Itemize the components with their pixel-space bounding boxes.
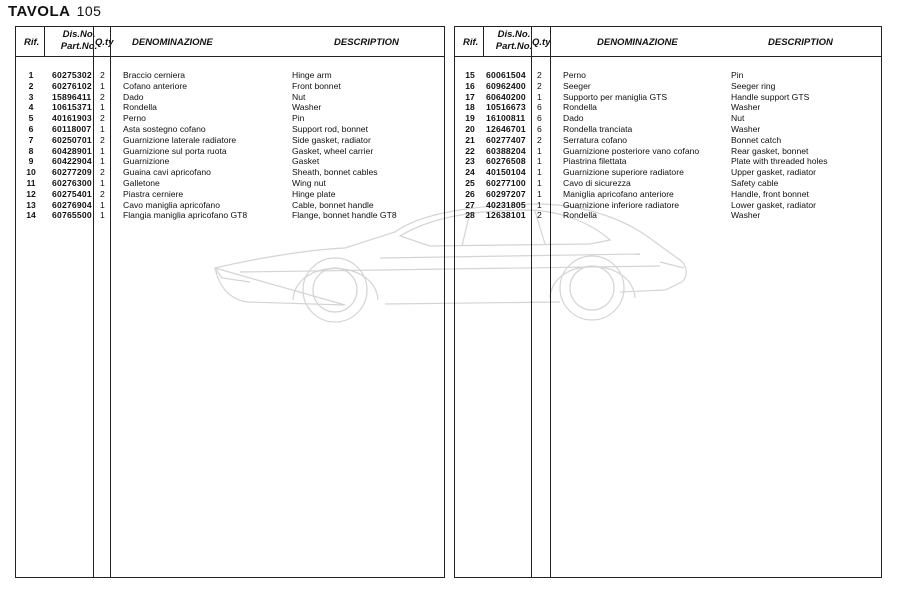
- row-qty: 2: [537, 70, 542, 80]
- header-denominazione: DENOMINAZIONE: [132, 37, 213, 48]
- table-row: [455, 113, 881, 124]
- row-qty: 1: [537, 145, 542, 156]
- rows-left: [16, 70, 444, 221]
- row-description: Pin: [731, 70, 744, 80]
- table-row: [16, 200, 444, 211]
- table-row: [16, 178, 444, 189]
- row-qty: 1: [100, 199, 105, 210]
- row-description: Lower gasket, radiator: [731, 199, 817, 210]
- table-row: [16, 124, 444, 135]
- row-qty: 1: [100, 145, 105, 156]
- table-row: [16, 167, 444, 178]
- row-part-number: 16100811: [486, 113, 526, 124]
- header-part-no: Part.No.: [495, 41, 533, 52]
- row-denominazione: Guarnizione laterale radiatore: [123, 134, 237, 145]
- row-qty: 1: [537, 199, 542, 210]
- row-denominazione: Serratura cofano: [563, 134, 628, 145]
- row-description: Rear gasket, bonnet: [731, 145, 809, 156]
- row-qty: 1: [100, 102, 105, 113]
- row-qty: 6: [537, 102, 542, 113]
- row-denominazione: Rondella: [123, 102, 157, 113]
- row-part-number: 60276102: [52, 80, 92, 91]
- row-description: Gasket: [292, 156, 320, 167]
- table-row: [455, 124, 881, 135]
- row-denominazione: Rondella: [563, 210, 597, 221]
- row-qty: 1: [537, 91, 542, 102]
- table-header-right: [455, 27, 881, 57]
- row-part-number: 12646701: [486, 123, 526, 134]
- row-part-number: 60428901: [52, 145, 92, 156]
- row-qty: 1: [537, 156, 542, 167]
- row-denominazione: Guarnizione sul porta ruota: [123, 145, 227, 156]
- row-rif: 26: [465, 188, 475, 199]
- row-rif: 16: [465, 80, 475, 91]
- row-part-number: 60765500: [52, 210, 92, 221]
- row-rif: 3: [28, 91, 34, 102]
- row-part-number: 60276300: [52, 177, 92, 188]
- row-rif: 10: [26, 167, 36, 178]
- row-description: Side gasket, radiator: [292, 134, 371, 145]
- row-qty: 1: [100, 156, 105, 167]
- header-part-no: Part.No.: [60, 41, 98, 52]
- table-row: [16, 210, 444, 221]
- row-description: Washer: [731, 123, 761, 134]
- row-description: Sheath, bonnet cables: [292, 167, 378, 178]
- row-part-number: 40231805: [486, 199, 526, 210]
- page-number: 105: [76, 3, 102, 19]
- row-qty: 1: [100, 123, 105, 134]
- row-denominazione: Cavo di sicurezza: [563, 177, 631, 188]
- row-denominazione: Cofano anteriore: [123, 80, 188, 91]
- row-part-number: 60422904: [52, 156, 92, 167]
- row-part-number: 60061504: [486, 70, 526, 80]
- row-description: Gasket, wheel carrier: [292, 145, 374, 156]
- table-row: [455, 200, 881, 211]
- table-row: [16, 189, 444, 200]
- row-rif: 18: [465, 102, 475, 113]
- row-qty: 1: [537, 167, 542, 178]
- table-header-left: [16, 27, 444, 57]
- header-dis-no: Dis.No.: [497, 29, 531, 40]
- row-rif: 4: [28, 102, 34, 113]
- row-qty: 2: [537, 80, 542, 91]
- row-description: Seeger ring: [731, 80, 776, 91]
- page-title-label: TAVOLA: [8, 3, 70, 20]
- row-qty: 1: [537, 177, 542, 188]
- row-rif: 15: [465, 70, 475, 80]
- row-qty: 2: [537, 210, 542, 221]
- row-qty: 1: [100, 210, 105, 221]
- row-denominazione: Guaina cavi apricofano: [123, 167, 211, 178]
- table-row: [16, 156, 444, 167]
- row-rif: 5: [28, 113, 34, 124]
- row-qty: 2: [100, 188, 105, 199]
- row-part-number: 15896411: [52, 91, 92, 102]
- table-row: [455, 92, 881, 103]
- table-row: [455, 146, 881, 157]
- row-denominazione: Rondella tranciata: [563, 123, 633, 134]
- table-row: [455, 189, 881, 200]
- row-part-number: 40150104: [486, 167, 526, 178]
- row-denominazione: Guarnizione superiore radiatore: [563, 167, 684, 178]
- row-description: Bonnet catch: [731, 134, 782, 145]
- row-description: Cable, bonnet handle: [292, 199, 374, 210]
- row-denominazione: Guarnizione: [123, 156, 170, 167]
- row-qty: 2: [100, 167, 105, 178]
- table-row: [16, 146, 444, 157]
- row-description: Upper gasket, radiator: [731, 167, 817, 178]
- row-rif: 24: [465, 167, 475, 178]
- row-rif: 20: [465, 123, 475, 134]
- row-description: Handle, front bonnet: [731, 188, 809, 199]
- row-rif: 12: [26, 188, 36, 199]
- row-part-number: 60388204: [486, 145, 526, 156]
- header-qty: Q.ty: [532, 37, 551, 48]
- table-row: [455, 210, 881, 221]
- table-row: [455, 70, 881, 81]
- header-description: DESCRIPTION: [768, 37, 833, 48]
- row-denominazione: Perno: [563, 70, 586, 80]
- row-part-number: 12638101: [486, 210, 526, 221]
- row-part-number: 10516673: [486, 102, 526, 113]
- row-part-number: 40161903: [52, 113, 92, 124]
- row-denominazione: Guarnizione inferiore radiatore: [563, 199, 680, 210]
- row-description: Washer: [292, 102, 322, 113]
- row-qty: 2: [100, 70, 105, 80]
- row-rif: 25: [465, 177, 475, 188]
- row-qty: 6: [537, 113, 542, 124]
- row-description: Hinge arm: [292, 70, 332, 80]
- row-qty: 1: [537, 188, 542, 199]
- table-row: [455, 135, 881, 146]
- row-denominazione: Asta sostegno cofano: [123, 123, 206, 134]
- row-denominazione: Piastra cerniere: [123, 188, 184, 199]
- table-row: [455, 81, 881, 92]
- table-row: [16, 113, 444, 124]
- row-qty: 2: [100, 113, 105, 124]
- row-description: Hinge plate: [292, 188, 336, 199]
- row-description: Handle support GTS: [731, 91, 810, 102]
- row-description: Washer: [731, 210, 761, 221]
- row-description: Nut: [731, 113, 745, 124]
- parts-table-right: [454, 26, 882, 578]
- row-part-number: 60277100: [486, 177, 526, 188]
- row-denominazione: Supporto per maniglia GTS: [563, 91, 668, 102]
- table-row: [16, 81, 444, 92]
- rows-right: [455, 70, 881, 221]
- row-description: Safety cable: [731, 177, 779, 188]
- column-divider: [483, 27, 484, 56]
- table-row: [16, 102, 444, 113]
- row-denominazione: Perno: [123, 113, 146, 124]
- row-part-number: 60640200: [486, 91, 526, 102]
- header-rif: Rif.: [463, 37, 479, 48]
- row-denominazione: Piastrina filettata: [563, 156, 627, 167]
- row-rif: 22: [465, 145, 475, 156]
- row-part-number: 60275401: [52, 188, 92, 199]
- row-denominazione: Flangia maniglia apricofano GT8: [123, 210, 248, 221]
- row-denominazione: Seeger: [563, 80, 591, 91]
- row-part-number: 60277209: [52, 167, 92, 178]
- row-part-number: 60297207: [486, 188, 526, 199]
- row-description: Pin: [292, 113, 305, 124]
- table-row: [16, 70, 444, 81]
- row-denominazione: Dado: [123, 91, 144, 102]
- row-part-number: 60250701: [52, 134, 92, 145]
- row-qty: 2: [100, 91, 105, 102]
- row-qty: 2: [100, 134, 105, 145]
- header-qty: Q.ty: [95, 37, 114, 48]
- row-part-number: 60277407: [486, 134, 526, 145]
- row-rif: 7: [28, 134, 34, 145]
- row-rif: 1: [28, 70, 34, 80]
- row-denominazione: Cavo maniglia apricofano: [123, 199, 220, 210]
- row-rif: 27: [465, 199, 475, 210]
- row-part-number: 60275302: [52, 70, 92, 80]
- row-description: Flange, bonnet handle GT8: [292, 210, 397, 221]
- row-qty: 1: [100, 80, 105, 91]
- table-row: [16, 135, 444, 146]
- row-denominazione: Galletone: [123, 177, 160, 188]
- row-description: Front bonnet: [292, 80, 341, 91]
- row-part-number: 60118007: [52, 123, 92, 134]
- parts-table-left: [15, 26, 445, 578]
- table-row: [455, 156, 881, 167]
- row-denominazione: Braccio cerniera: [123, 70, 186, 80]
- row-description: Washer: [731, 102, 761, 113]
- row-rif: 21: [465, 134, 475, 145]
- row-rif: 13: [26, 199, 36, 210]
- row-description: Wing nut: [292, 177, 326, 188]
- row-rif: 6: [28, 123, 34, 134]
- row-qty: 1: [100, 177, 105, 188]
- column-divider: [44, 27, 45, 56]
- row-qty: 6: [537, 123, 542, 134]
- header-dis-no: Dis.No.: [62, 29, 96, 40]
- row-rif: 14: [26, 210, 36, 221]
- row-denominazione: Guarnizione posteriore vano cofano: [563, 145, 700, 156]
- row-part-number: 60276508: [486, 156, 526, 167]
- row-rif: 19: [465, 113, 475, 124]
- row-rif: 2: [28, 80, 34, 91]
- table-row: [455, 167, 881, 178]
- row-rif: 11: [26, 177, 36, 188]
- row-denominazione: Rondella: [563, 102, 597, 113]
- header-denominazione: DENOMINAZIONE: [597, 37, 678, 48]
- row-rif: 8: [28, 145, 34, 156]
- row-description: Nut: [292, 91, 306, 102]
- table-row: [455, 102, 881, 113]
- row-rif: 17: [465, 91, 475, 102]
- header-description: DESCRIPTION: [334, 37, 399, 48]
- row-denominazione: Dado: [563, 113, 584, 124]
- table-row: [16, 92, 444, 103]
- page-title: [8, 3, 101, 20]
- row-description: Support rod, bonnet: [292, 123, 368, 134]
- row-part-number: 60962400: [486, 80, 526, 91]
- row-denominazione: Maniglia apricofano anteriore: [563, 188, 674, 199]
- table-row: [455, 178, 881, 189]
- row-rif: 23: [465, 156, 475, 167]
- header-rif: Rif.: [24, 37, 40, 48]
- row-qty: 2: [537, 134, 542, 145]
- row-description: Plate with threaded holes: [731, 156, 828, 167]
- row-part-number: 10615371: [52, 102, 92, 113]
- row-rif: 9: [28, 156, 34, 167]
- row-part-number: 60276904: [52, 199, 92, 210]
- row-rif: 28: [465, 210, 475, 221]
